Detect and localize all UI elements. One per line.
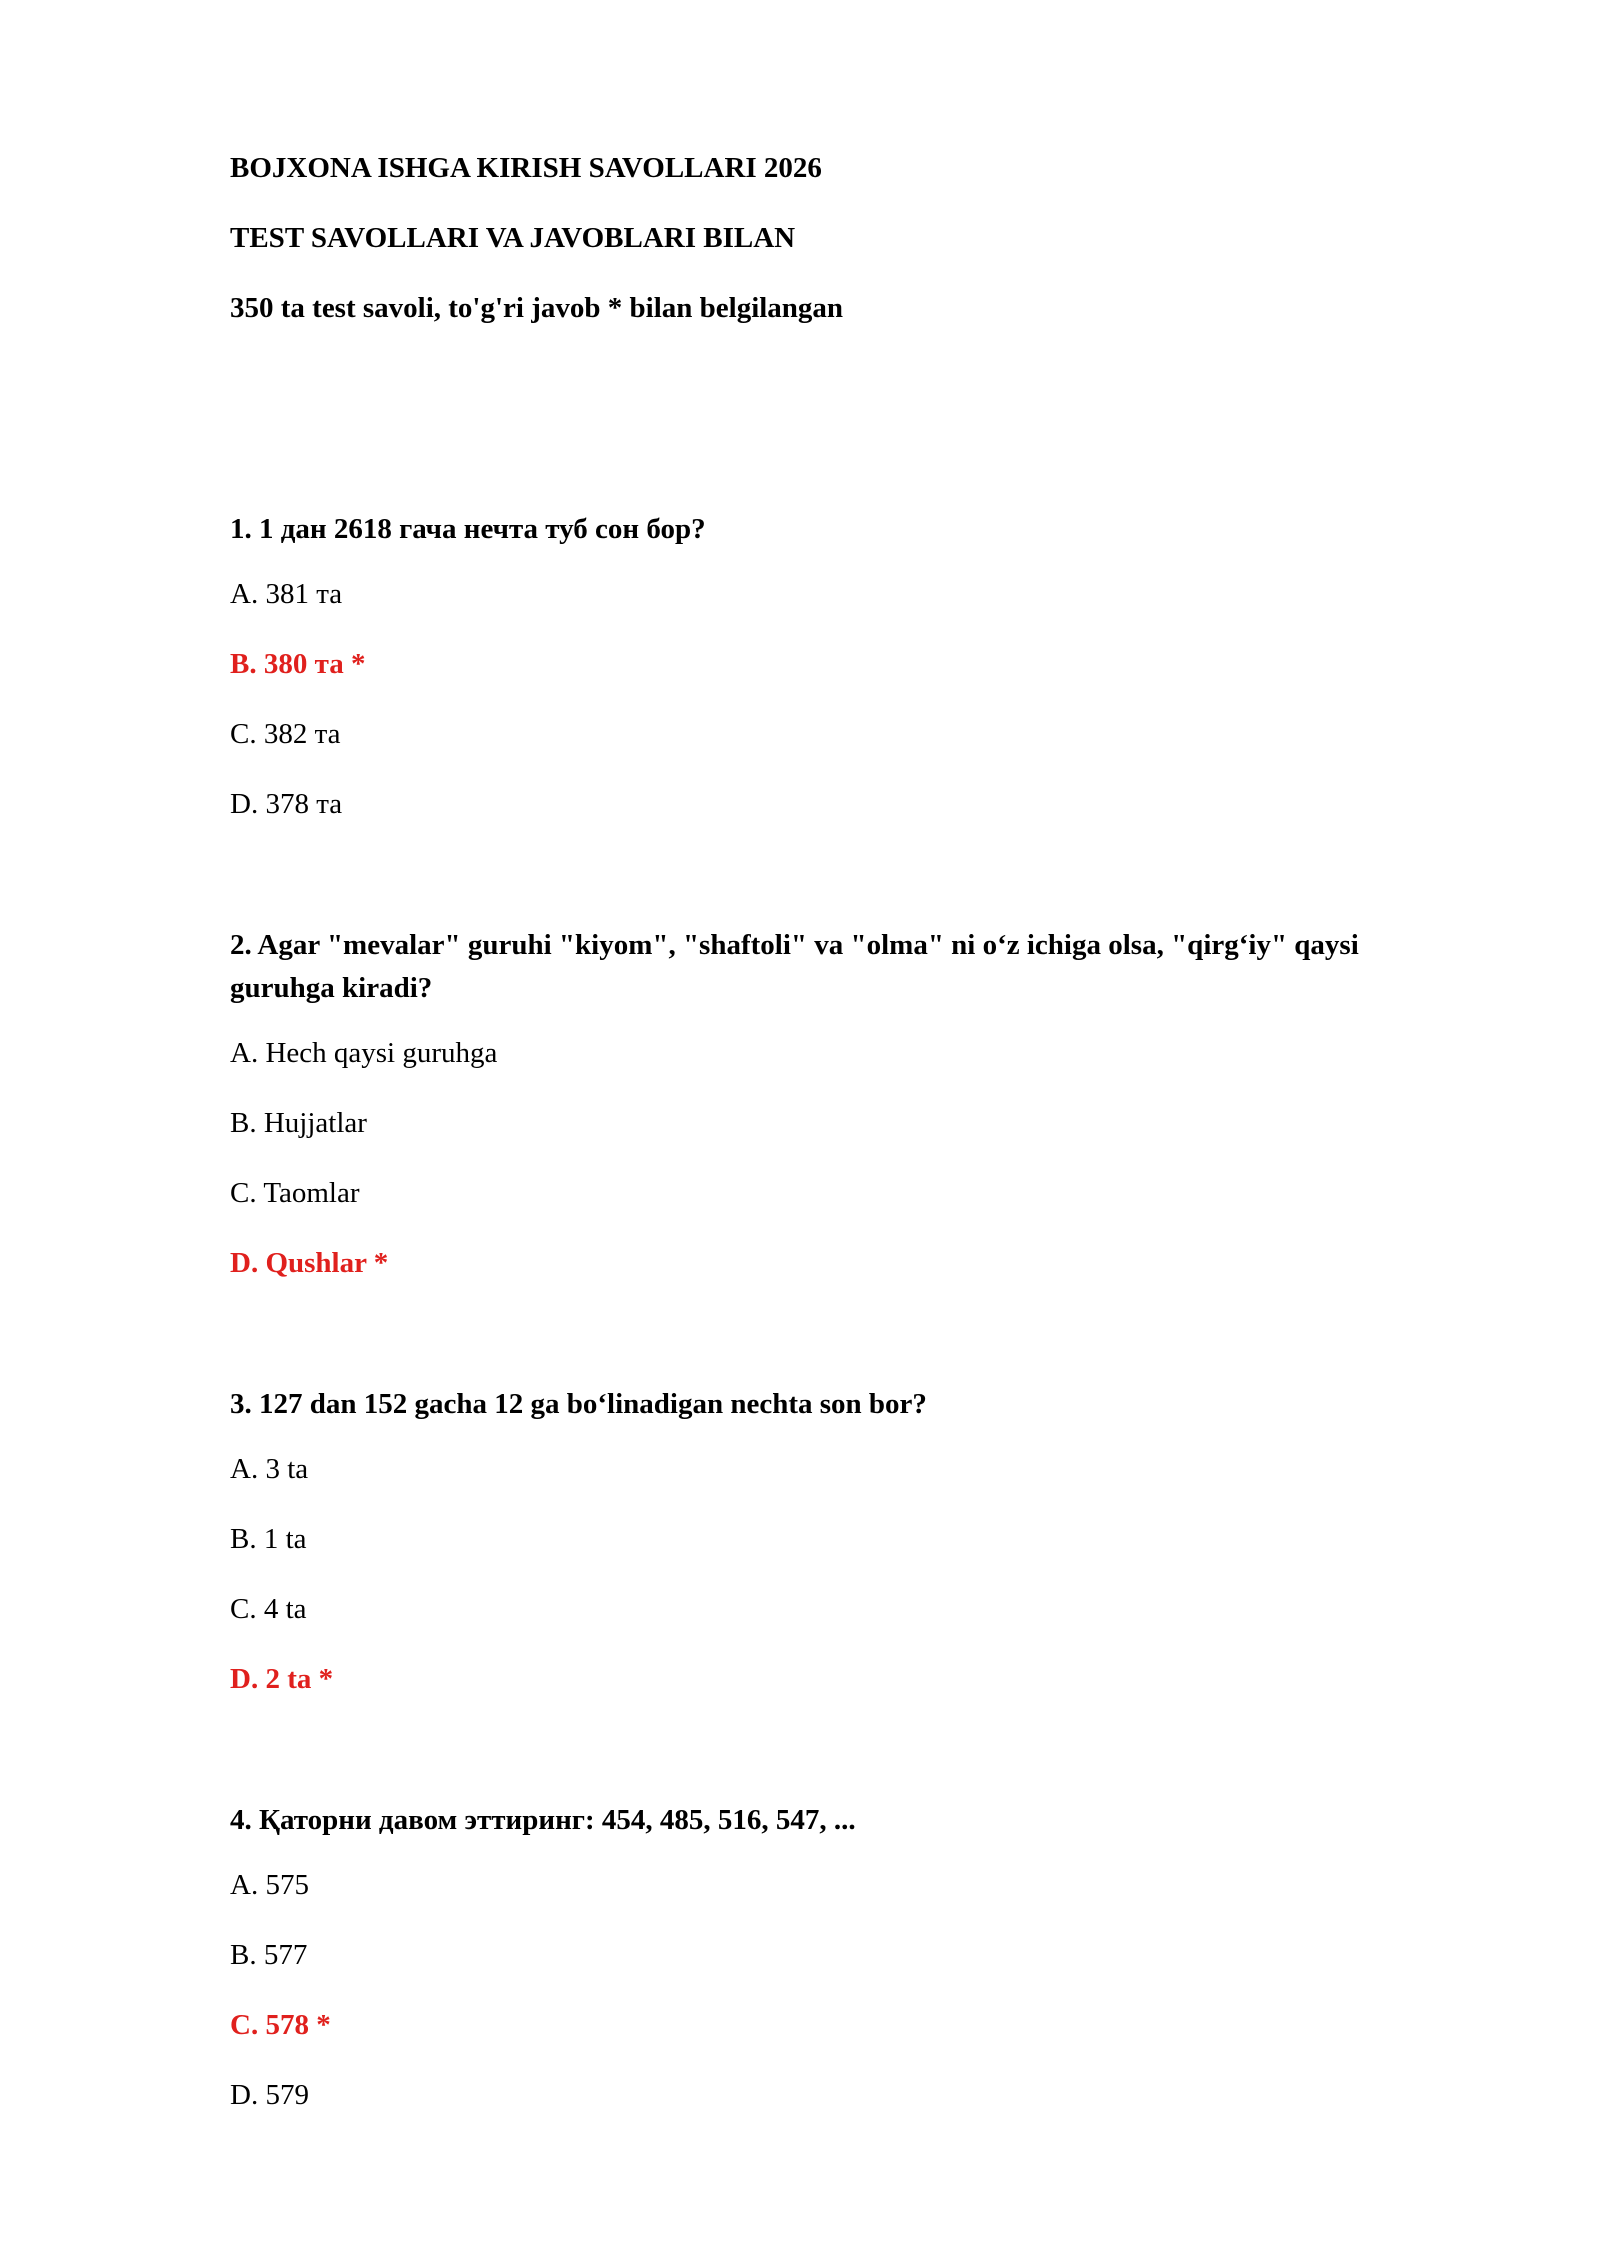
option-d: D. 2 ta * bbox=[230, 1663, 334, 1695]
header-spacer bbox=[230, 360, 1410, 508]
option-c: C. 4 ta bbox=[230, 1593, 307, 1625]
question-text: 3. 127 dan 152 gacha 12 ga bo‘linadigan nechta son bor? bbox=[230, 1388, 927, 1420]
option-b: B. 380 та * bbox=[230, 648, 366, 680]
option-c: C. 578 * bbox=[230, 2009, 331, 2041]
question-text: 1. 1 дан 2618 гача нечта туб сон бор? bbox=[230, 513, 706, 545]
document-subtitle: TEST SAVOLLARI VA JAVOBLARI BILAN bbox=[230, 222, 796, 254]
question-1 bbox=[230, 508, 1410, 822]
option-b: B. 1 ta bbox=[230, 1523, 307, 1555]
option-a: A. 3 ta bbox=[230, 1453, 309, 1485]
question-spacer bbox=[230, 856, 1410, 924]
question-4 bbox=[230, 1799, 1410, 2113]
option-c: C. 382 та bbox=[230, 718, 341, 750]
option-d: D. Qushlar * bbox=[230, 1247, 389, 1279]
option-d: D. 378 та bbox=[230, 788, 343, 820]
question-text: 4. Қаторни давом эттиринг: 454, 485, 516, 547, ... bbox=[230, 1804, 856, 1836]
question-3 bbox=[230, 1383, 1410, 1697]
question-spacer bbox=[230, 1315, 1410, 1383]
option-b: B. 577 bbox=[230, 1939, 308, 1971]
question-2 bbox=[230, 924, 1410, 1281]
document-content bbox=[230, 150, 1410, 2147]
document-title: BOJXONA ISHGA KIRISH SAVOLLARI 2026 bbox=[230, 152, 822, 184]
document-note: 350 ta test savoli, to'g'ri javob * bilan belgilangan bbox=[230, 292, 844, 324]
option-a: A. 575 bbox=[230, 1869, 309, 1901]
option-b: B. Hujjatlar bbox=[230, 1107, 367, 1139]
option-d: D. 579 bbox=[230, 2079, 309, 2111]
option-a: A. 381 та bbox=[230, 578, 343, 610]
question-spacer bbox=[230, 1731, 1410, 1799]
question-text: 2. Agar "mevalar" guruhi "kiyom", "shaftoli" va "olma" ni o‘z ichiga olsa, "qirg‘iy" qaysi guruhga kiradi? bbox=[230, 929, 1359, 1004]
option-a: A. Hech qaysi guruhga bbox=[230, 1037, 498, 1069]
option-c: C. Taomlar bbox=[230, 1177, 360, 1209]
